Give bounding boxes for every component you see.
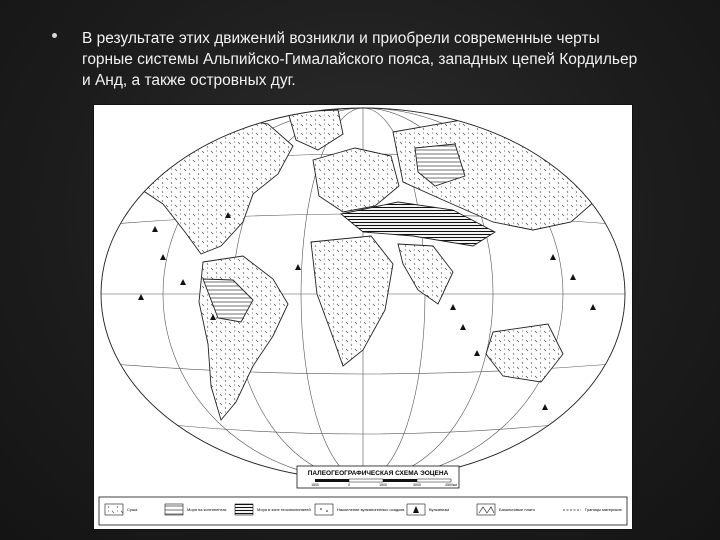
scale-label-3: 3000: [413, 483, 421, 487]
legend-label-borders: Границы материков: [585, 507, 622, 512]
bullet-dot-icon: [52, 33, 57, 38]
legend-label-volcanism: Вулканизм: [429, 507, 449, 512]
scale-bar: [315, 479, 451, 482]
legend-label-continental-seas: Моря на континентах: [187, 507, 227, 512]
legend-label-land: Суша: [127, 507, 138, 512]
map-legend: [99, 497, 627, 525]
scale-label-0: 1500: [311, 483, 319, 487]
map-svg: [93, 104, 633, 530]
scale-label-4: 4500км: [445, 483, 457, 487]
scale-label-2: 1500: [379, 483, 387, 487]
map-title: ПАЛЕОГЕОГРАФИЧЕСКАЯ СХЕМА ЭОЦЕНА: [307, 470, 449, 477]
legend-label-basalt: Базальтовые плато: [499, 507, 535, 512]
map-title-block: [297, 466, 459, 488]
legend-label-geosyncline-seas: Моря в зоне геосинклиналей: [257, 507, 311, 512]
paleogeographic-map: [93, 104, 633, 530]
scale-label-1: 0: [348, 483, 350, 487]
bullet-text: В результате этих движений возникли и приобрели современные черты горные системы Альпийско-Гималайского пояса, западных цепей Кордильер и Анд, а также островных дуг.: [82, 30, 638, 89]
legend-label-volcanogenic: Накопление вулканогенных осадков: [337, 507, 405, 512]
